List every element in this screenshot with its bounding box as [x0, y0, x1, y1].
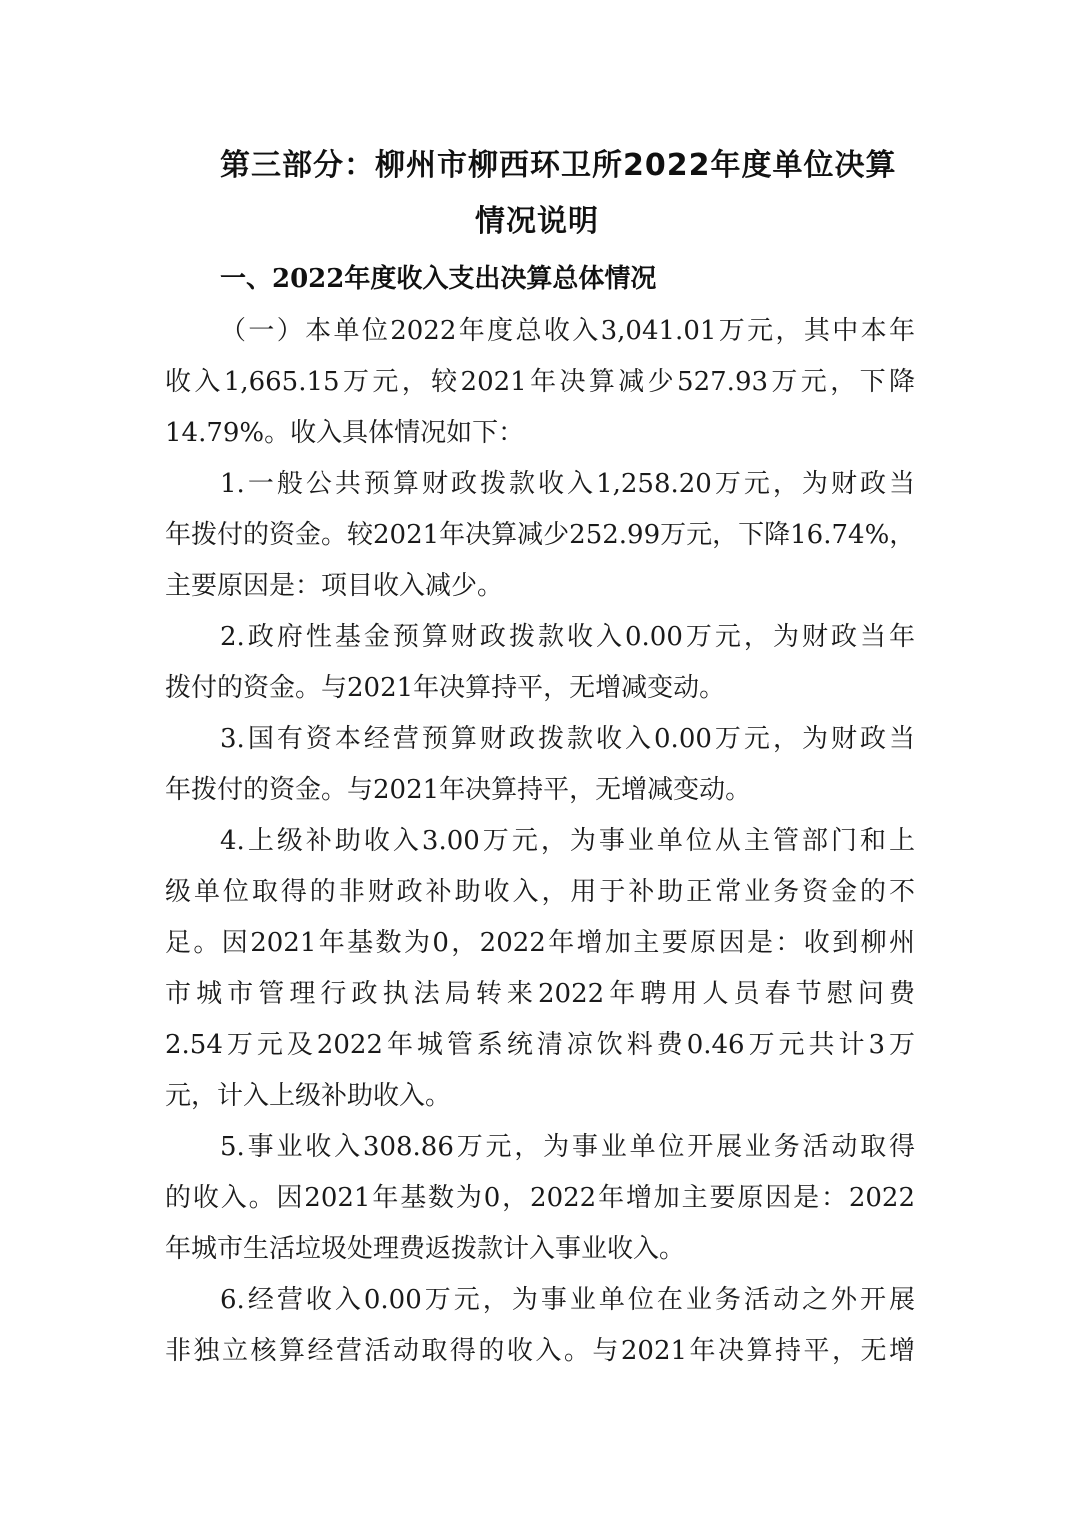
paragraph-line: 主要原因是：项目收入减少。 [165, 571, 504, 601]
paragraph-line: 收入1,665.15万元，较2021年决算减少527.93万元，下降 [165, 367, 915, 397]
document-title-line-1: 第三部分：柳州市柳西环卫所2022年度单位决算 [220, 148, 897, 183]
paragraph-line: 1.一般公共预算财政拨款收入1,258.20万元，为财政当 [220, 469, 915, 499]
paragraph-line: 级单位取得的非财政补助收入，用于补助正常业务资金的不 [165, 877, 915, 907]
paragraph-line: 非独立核算经营活动取得的收入。与2021年决算持平，无增 [165, 1336, 915, 1366]
paragraph-line: 4.上级补助收入3.00万元，为事业单位从主管部门和上 [220, 826, 915, 856]
paragraph-line: 2.政府性基金预算财政拨款收入0.00万元，为财政当年 [220, 622, 915, 652]
section-heading: 一、2022年度收入支出决算总体情况 [220, 264, 657, 294]
paragraph-line: 5.事业收入308.86万元，为事业单位开展业务活动取得 [220, 1132, 915, 1162]
paragraph-line: 2.54万元及2022年城管系统清凉饮料费0.46万元共计3万 [165, 1030, 915, 1060]
paragraph-line: 年城市生活垃圾处理费返拨款计入事业收入。 [165, 1234, 686, 1264]
paragraph-line: 年拨付的资金。与2021年决算持平，无增减变动。 [165, 775, 752, 805]
paragraph-line: 拨付的资金。与2021年决算持平，无增减变动。 [165, 673, 726, 703]
paragraph-line: （一）本单位2022年度总收入3,041.01万元，其中本年 [220, 316, 915, 346]
paragraph-line: 市城市管理行政执法局转来2022年聘用人员春节慰问费 [165, 979, 915, 1009]
paragraph-line: 足。因2021年基数为0，2022年增加主要原因是：收到柳州 [165, 928, 915, 958]
document-title-line-2: 情况说明 [475, 204, 599, 239]
paragraph-line: 的收入。因2021年基数为0，2022年增加主要原因是：2022 [165, 1183, 915, 1213]
paragraph-line: 14.79%。收入具体情况如下： [165, 418, 525, 448]
paragraph-line: 元，计入上级补助收入。 [165, 1081, 452, 1111]
paragraph-line: 6.经营收入0.00万元，为事业单位在业务活动之外开展 [220, 1285, 915, 1315]
paragraph-line: 年拨付的资金。较2021年决算减少252.99万元，下降16.74%， [165, 520, 916, 550]
paragraph-line: 3.国有资本经营预算财政拨款收入0.00万元，为财政当 [220, 724, 915, 754]
